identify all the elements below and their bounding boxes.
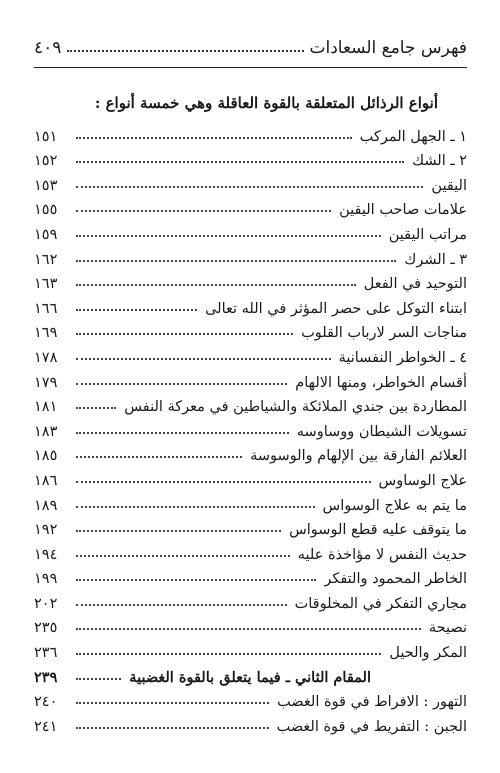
entry-page-number: ١٨٥: [34, 448, 58, 465]
entry-title: علامات صاحب اليقين: [339, 202, 467, 219]
entry-page-number: ١٥٥: [34, 202, 58, 219]
index-entry: [34, 391, 467, 416]
entry-title: العلائم الفارقة بين الإلهام والوسوسة: [250, 448, 467, 465]
index-entry: [34, 464, 467, 489]
entry-leader-dots: [76, 383, 287, 385]
index-entry: [34, 636, 467, 661]
running-header: [34, 32, 467, 58]
entry-title: ما يتم به علاج الوسواس: [322, 497, 467, 514]
entry-title: حديث النفس لا مؤاخذة عليه: [297, 546, 467, 563]
entry-page-number: ١٥١: [34, 128, 58, 145]
entry-page-number: ١٩٢: [34, 522, 58, 539]
entry-page-number: ١٨٦: [34, 472, 58, 489]
index-entry: [34, 194, 467, 219]
entry-leader-dots: [76, 432, 289, 434]
index-entry: [34, 661, 467, 686]
header-rule: [34, 67, 467, 68]
entry-leader-dots: [76, 260, 396, 262]
entry-leader-dots: [76, 555, 290, 557]
entry-leader-dots: [76, 407, 116, 409]
index-entry: [34, 366, 467, 391]
entry-leader-dots: [76, 481, 371, 483]
entry-title: ٣ ـ الشرك: [404, 251, 467, 268]
index-entry: [34, 243, 467, 268]
index-entry: [34, 120, 467, 145]
entry-page-number: ١٥٢: [34, 153, 58, 170]
entry-leader-dots: [76, 678, 121, 680]
entry-title: مراتب اليقين: [388, 226, 467, 243]
entry-title: ما يتوقف عليه قطع الوسواس: [289, 522, 467, 539]
entry-page-number: ٢٤١: [34, 718, 58, 735]
section-intro-heading: أنواع الرذائل المتعلقة بالقوة العاقلة وهي خمسة أنواع :: [94, 94, 438, 112]
index-entry: [34, 612, 467, 637]
entry-title: نصيحة: [428, 620, 467, 637]
entry-leader-dots: [76, 604, 287, 606]
entry-title: التهور : الافراط في قوة الغضب: [277, 694, 467, 711]
entry-leader-dots: [76, 186, 423, 188]
index-entry: [34, 292, 467, 317]
entry-page-number: ١٩٤: [34, 546, 58, 563]
index-entry: [34, 587, 467, 612]
header-title: فهرس جامع السعادات: [309, 38, 467, 58]
entry-title: تسويلات الشيطان ووساوسه: [296, 423, 467, 440]
entry-page-number: ١٨٣: [34, 423, 58, 440]
entry-leader-dots: [76, 702, 269, 704]
entry-title: المقام الثاني ـ فيما يتعلق بالقوة الغضبية: [129, 668, 371, 686]
entry-title: المطاردة بين جندي الملائكة والشياطين في معركة النفس: [124, 399, 467, 416]
entry-leader-dots: [76, 506, 315, 508]
entry-page-number: ٢٣٥: [34, 620, 58, 637]
index-entry: [34, 563, 467, 588]
entry-page-number: ١٨٩: [34, 497, 58, 514]
entry-leader-dots: [76, 333, 293, 335]
entry-title: ٤ ـ الخواطر النفسانية: [338, 349, 467, 366]
entry-title: الجبن : التفريط في قوة الغضب: [276, 718, 467, 735]
entry-page-number: ١٩٩: [34, 571, 58, 588]
entry-leader-dots: [76, 235, 381, 237]
entry-leader-dots: [76, 358, 331, 360]
entry-title: ٢ ـ الشك: [412, 153, 467, 170]
entry-leader-dots: [76, 284, 356, 286]
index-entry: [34, 538, 467, 563]
index-entry: [34, 268, 467, 293]
index-entry: [34, 341, 467, 366]
header-leader-dots: [67, 50, 303, 52]
entry-title: التوحيد في الفعل: [363, 276, 467, 293]
entry-page-number: ٢٣٦: [34, 645, 58, 662]
index-entries-list: [34, 120, 467, 735]
entry-page-number: ١٦٢: [34, 251, 58, 268]
entry-leader-dots: [76, 727, 269, 729]
index-entry: [34, 514, 467, 539]
entry-page-number: ١٦٩: [34, 325, 58, 342]
index-entry: [34, 145, 467, 170]
entry-leader-dots: [76, 456, 242, 458]
index-entry: [34, 415, 467, 440]
entry-page-number: ١٦٣: [34, 276, 58, 293]
entry-leader-dots: [76, 530, 281, 532]
entry-page-number: ١٦٦: [34, 300, 58, 317]
entry-title: مناجات السر لارباب القلوب: [301, 325, 467, 342]
entry-title: أقسام الخواطر، ومنها الالهام: [295, 374, 467, 391]
index-entry: [34, 489, 467, 514]
index-entry: [34, 218, 467, 243]
entry-page-number: ٢٣٩: [34, 668, 58, 686]
header-page-number: ٤٠٩: [34, 38, 62, 58]
entry-page-number: ٢٤٠: [34, 694, 58, 711]
entry-leader-dots: [76, 161, 404, 163]
index-entry: [34, 169, 467, 194]
entry-leader-dots: [76, 653, 381, 655]
entry-page-number: ١٥٣: [34, 177, 58, 194]
entry-title: مجاري التفكر في المخلوقات: [294, 595, 467, 612]
entry-title: المكر والحيل: [389, 645, 467, 662]
entry-page-number: ١٧٩: [34, 374, 58, 391]
entry-title: الخاطر المحمود والتفكر: [324, 571, 467, 588]
index-entry: [34, 710, 467, 735]
index-entry: [34, 440, 467, 465]
entry-page-number: ١٧٨: [34, 349, 58, 366]
entry-page-number: ٢٠٢: [34, 595, 58, 612]
entry-leader-dots: [76, 210, 331, 212]
entry-title: ١ ـ الجهل المركب: [359, 128, 467, 145]
entry-title: اليقين: [431, 177, 467, 194]
entry-title: ابتناء التوكل على حصر المؤثر في الله تعالى: [205, 300, 467, 317]
entry-leader-dots: [76, 309, 197, 311]
entry-page-number: ١٨١: [34, 399, 58, 416]
entry-leader-dots: [76, 137, 352, 139]
entry-leader-dots: [76, 628, 421, 630]
index-entry: [34, 686, 467, 711]
index-entry: [34, 317, 467, 342]
entry-title: علاج الوساوس: [378, 472, 467, 489]
entry-leader-dots: [76, 579, 316, 581]
entry-page-number: ١٥٩: [34, 226, 58, 243]
